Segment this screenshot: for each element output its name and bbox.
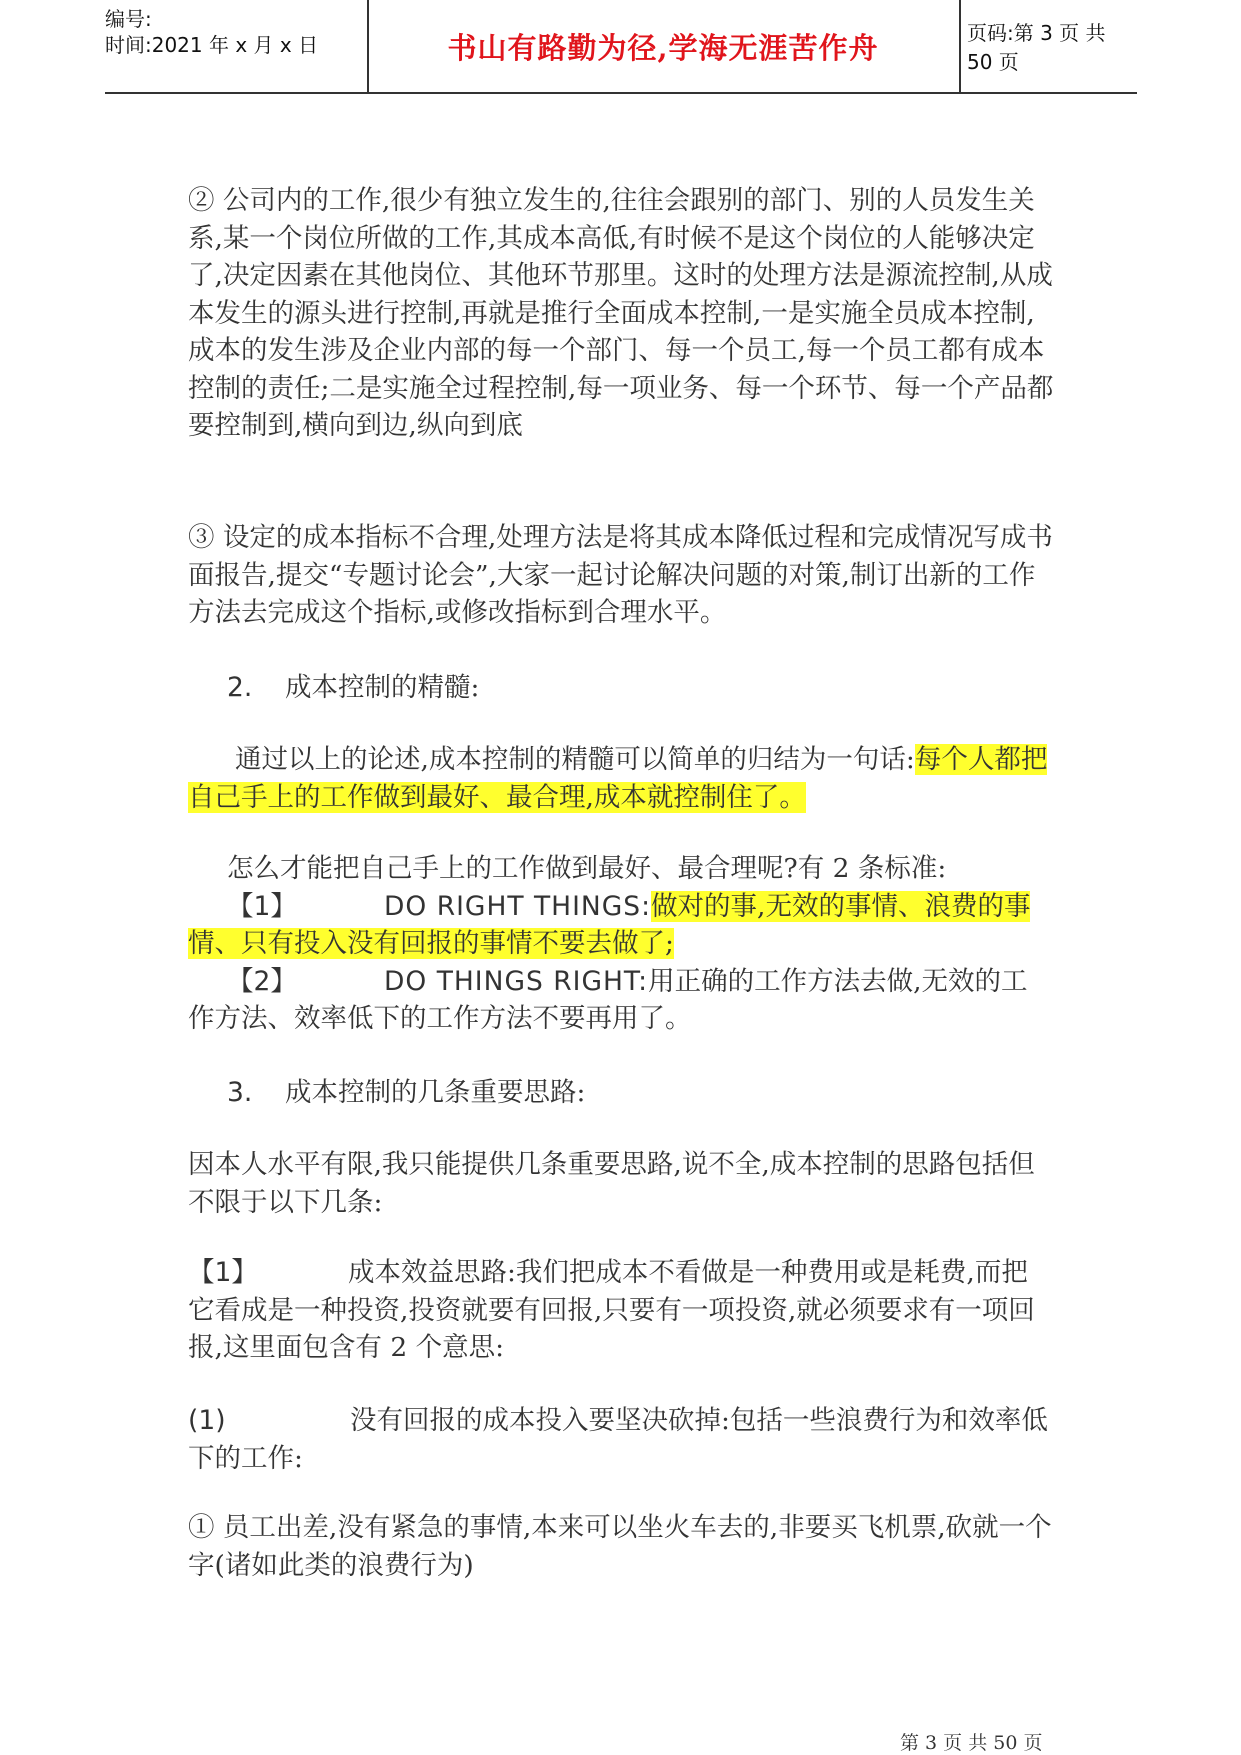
section-title: 成本控制的精髓: bbox=[285, 672, 480, 703]
standards-intro bbox=[188, 850, 1054, 888]
header-rule bbox=[105, 92, 1137, 94]
paragraph-no-return bbox=[188, 1402, 1054, 1477]
paragraph-cost-benefit bbox=[188, 1254, 1054, 1367]
section-heading-2 bbox=[188, 669, 1054, 707]
page-header bbox=[105, 0, 1137, 92]
item-text: 成本效益思路:我们把成本不看做是一种费用或是耗费,而把它看成是一种投资,投资就要有回报,只要有一项投资,就必须要求有一项回报,这里面包含有 2 个意思: bbox=[188, 1257, 1035, 1363]
header-meta bbox=[105, 6, 365, 58]
standard-item-2 bbox=[188, 963, 1054, 1038]
paragraph-essence bbox=[188, 741, 1054, 816]
section-number: 3. bbox=[227, 1077, 253, 1108]
paragraph-ideas-intro: 因本人水平有限,我只能提供几条重要思路,说不全,成本控制的思路包括但不限于以下几条: bbox=[188, 1149, 1035, 1218]
number-label: 编号: bbox=[105, 7, 152, 31]
standard-item-en: DO THINGS RIGHT: bbox=[384, 965, 649, 997]
header-motto: 书山有路勤为径,学海无涯苦作舟 bbox=[447, 30, 879, 65]
header-page-info: 页码:第 3 页 共 50 页 bbox=[967, 21, 1106, 74]
time-label: 时间:2021 年 x 月 x 日 bbox=[105, 33, 319, 57]
paragraph-two-standards bbox=[188, 850, 1054, 1038]
standard-item-1 bbox=[188, 888, 1054, 963]
paragraph-business-trip: ① 员工出差,没有紧急的事情,本来可以坐火车去的,非要买飞机票,砍就一个字(诸如此类的浪费行为) bbox=[188, 1512, 1052, 1581]
standard-item-number: 【1】 bbox=[227, 890, 297, 922]
page-footer: 第 3 页 共 50 页 bbox=[900, 1732, 1043, 1754]
paragraph-unreasonable-target: ③ 设定的成本指标不合理,处理方法是将其成本降低过程和完成情况写成书面报告,提交“专题讨论会”,大家一起讨论解决问题的对策,制订出新的工作方法去完成这个指标,或修改指标到合理水平。 bbox=[188, 522, 1053, 628]
item-number: 【1】 bbox=[188, 1257, 258, 1288]
essence-intro: 通过以上的论述,成本控制的精髓可以简单的归结为一句话: bbox=[235, 744, 915, 775]
paragraph-source-control: ② 公司内的工作,很少有独立发生的,往往会跟别的部门、别的人员发生关系,某一个岗位所做的工作,其成本高低,有时候不是这个岗位的人能够决定了,决定因素在其他岗位、其他环节那里。这时的处理方法是源流控制,从成本发生的源头进行控制,再就是推行全面成本控制,一是实施全员成本控制,成本的发生涉及企业内部的每一个部门、每一个员工,每一个员工都有成本控制的责任;二是实施全过程控制,每一项业务、每一个环节、每一个产品都要控制到,横向到边,纵向到底 bbox=[188, 185, 1054, 441]
section-heading-3 bbox=[188, 1074, 1054, 1112]
item-number: (1) bbox=[188, 1405, 226, 1436]
header-divider bbox=[959, 0, 961, 92]
standard-item-number: 【2】 bbox=[227, 965, 297, 997]
section-title: 成本控制的几条重要思路: bbox=[285, 1077, 586, 1108]
section-number: 2. bbox=[227, 672, 253, 703]
standard-item-highlight: 做对的事,无效的事情、浪费的事情、只有投入没有回报的事情不要去做了; bbox=[188, 890, 1031, 959]
standard-item-text: 用正确的工作方法去做,无效的工作方法、效率低下的工作方法不要再用了。 bbox=[188, 965, 1028, 1034]
standard-item-en: DO RIGHT THINGS: bbox=[384, 890, 652, 922]
standards-intro-text: 怎么才能把自己手上的工作做到最好、最合理呢?有 2 条标准: bbox=[227, 853, 947, 884]
item-text: 没有回报的成本投入要坚决砍掉:包括一些浪费行为和效率低下的工作: bbox=[188, 1405, 1048, 1474]
essence-highlight: 每个人都把自己手上的工作做到最好、最合理,成本就控制住了。 bbox=[188, 744, 1048, 813]
